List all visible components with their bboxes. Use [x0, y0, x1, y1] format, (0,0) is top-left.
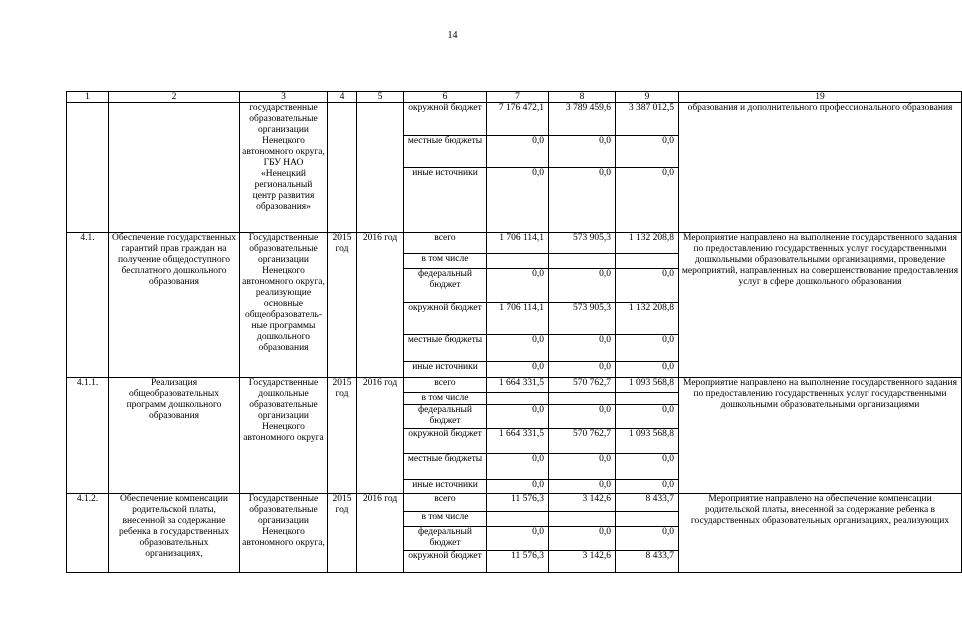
header-cell: 5 — [357, 92, 404, 103]
amount-2015-cell: 3 142,6 — [549, 551, 616, 573]
funding-source-label: в том числе — [404, 512, 487, 527]
amount-2015-cell: 0,0 — [549, 136, 616, 168]
header-cell: 4 — [328, 92, 357, 103]
note-cell: Мероприятие направлено на выполнение государственного задания по предоставлению государственных услуг государственными дошкольными образовательными организациями — [679, 378, 962, 494]
amount-total-cell: 0,0 — [487, 335, 549, 362]
amount-2016-cell — [616, 512, 679, 527]
header-cell: 2 — [109, 92, 240, 103]
amount-total-cell: 0,0 — [487, 136, 549, 168]
header-cell: 3 — [240, 92, 328, 103]
funding-source-label: в том числе — [404, 393, 487, 405]
amount-2015-cell: 0,0 — [549, 405, 616, 429]
row-number-cell: 4.1.1. — [67, 378, 109, 494]
row-number-cell — [67, 103, 109, 233]
amount-2016-cell: 1 093 568,8 — [616, 429, 679, 454]
amount-2016-cell: 0,0 — [616, 335, 679, 362]
header-cell: 1 — [67, 92, 109, 103]
funding-source-label: иные источники — [404, 480, 487, 494]
note-cell: Мероприятие направлено на выполнение государственного задания по предоставлению государственных услуг государственными дошкольными образовательными организациями, проведение мероприятий, направленных на совершенствование предоставления услуг в сфере дошкольного образования — [679, 233, 962, 378]
measure-name-cell: Реализация общеобразовательных программ дошкольного образования — [109, 378, 240, 494]
funding-source-label: федеральный бюджет — [404, 405, 487, 429]
executor-cell: Государственные образовательные организации Ненецкого автономного округа, реализующие основные общеобразователь-ные программы дошкольного образования — [240, 233, 328, 378]
note-cell: образования и дополнительного профессионального образования — [679, 103, 962, 233]
funding-source-label: федеральный бюджет — [404, 269, 487, 303]
end-year-cell: 2016 год — [357, 378, 404, 494]
executor-cell: Государственные образовательные организации Ненецкого автономного округа, — [240, 494, 328, 573]
amount-2015-cell — [549, 512, 616, 527]
amount-2015-cell: 0,0 — [549, 480, 616, 494]
amount-2016-cell: 0,0 — [616, 480, 679, 494]
funding-source-label: всего — [404, 494, 487, 512]
amount-2016-cell — [616, 254, 679, 269]
amount-total-cell: 0,0 — [487, 480, 549, 494]
start-year-cell — [328, 103, 357, 233]
funding-source-label: окружной бюджет — [404, 303, 487, 335]
table-body — [67, 92, 962, 573]
amount-total-cell: 1 706 114,1 — [487, 233, 549, 254]
amount-total-cell: 1 664 331,5 — [487, 378, 549, 393]
note-cell: Мероприятие направлено на обеспечение компенсации родительской платы, внесенной за содержание ребенка в государственных образовательных организациях, реализующих — [679, 494, 962, 573]
amount-2015-cell: 0,0 — [549, 362, 616, 378]
program-table — [66, 91, 962, 573]
amount-total-cell: 0,0 — [487, 454, 549, 480]
funding-source-label: окружной бюджет — [404, 551, 487, 573]
amount-2015-cell: 3 789 459,6 — [549, 103, 616, 136]
table-row — [67, 233, 962, 254]
end-year-cell — [357, 103, 404, 233]
header-cell: 19 — [679, 92, 962, 103]
amount-2016-cell: 1 093 568,8 — [616, 378, 679, 393]
amount-2015-cell: 3 142,6 — [549, 494, 616, 512]
funding-source-label: всего — [404, 378, 487, 393]
executor-cell: Государственные дошкольные образовательные организации Ненецкого автономного округа — [240, 378, 328, 494]
amount-total-cell: 0,0 — [487, 527, 549, 551]
amount-total-cell: 11 576,3 — [487, 551, 549, 573]
page-number: 14 — [447, 30, 458, 41]
funding-source-label: окружной бюджет — [404, 429, 487, 454]
funding-source-label: в том числе — [404, 254, 487, 269]
amount-2016-cell: 8 433,7 — [616, 551, 679, 573]
amount-2015-cell — [549, 254, 616, 269]
amount-2015-cell: 0,0 — [549, 335, 616, 362]
amount-total-cell: 1 664 331,5 — [487, 429, 549, 454]
amount-2016-cell: 1 132 208,8 — [616, 303, 679, 335]
table-row — [67, 103, 962, 136]
table-row — [67, 378, 962, 393]
amount-total-cell: 0,0 — [487, 168, 549, 233]
amount-total-cell: 0,0 — [487, 269, 549, 303]
executor-cell: государственные образовательные организации Ненецкого автономного округа, ГБУ НАО «Ненецкий региональный центр развития образования» — [240, 103, 328, 233]
amount-2015-cell: 0,0 — [549, 454, 616, 480]
amount-2016-cell: 0,0 — [616, 136, 679, 168]
amount-2016-cell: 0,0 — [616, 527, 679, 551]
amount-total-cell — [487, 512, 549, 527]
start-year-cell: 2015 год — [328, 378, 357, 494]
amount-2015-cell: 573 905,3 — [549, 303, 616, 335]
funding-source-label: всего — [404, 233, 487, 254]
amount-total-cell: 7 176 472,1 — [487, 103, 549, 136]
header-row — [67, 92, 962, 103]
amount-2016-cell: 0,0 — [616, 168, 679, 233]
amount-2016-cell: 0,0 — [616, 454, 679, 480]
funding-source-label: окружной бюджет — [404, 103, 487, 136]
header-cell: 7 — [487, 92, 549, 103]
amount-total-cell — [487, 254, 549, 269]
measure-name-cell — [109, 103, 240, 233]
header-cell: 6 — [404, 92, 487, 103]
amount-total-cell: 0,0 — [487, 405, 549, 429]
amount-2016-cell: 0,0 — [616, 405, 679, 429]
amount-2015-cell: 570 762,7 — [549, 378, 616, 393]
row-number-cell: 4.1.2. — [67, 494, 109, 573]
header-cell: 8 — [549, 92, 616, 103]
end-year-cell: 2016 год — [357, 233, 404, 378]
measure-name-cell: Обеспечение государственных гарантий прав граждан на получение общедоступного бесплатного дошкольного образования — [109, 233, 240, 378]
amount-2015-cell — [549, 393, 616, 405]
amount-2015-cell: 0,0 — [549, 269, 616, 303]
funding-source-label: местные бюджеты — [404, 136, 487, 168]
amount-2016-cell: 1 132 208,8 — [616, 233, 679, 254]
amount-2016-cell: 3 387 012,5 — [616, 103, 679, 136]
funding-source-label: федеральный бюджет — [404, 527, 487, 551]
amount-total-cell: 1 706 114,1 — [487, 303, 549, 335]
funding-source-label: иные источники — [404, 168, 487, 233]
row-number-cell: 4.1. — [67, 233, 109, 378]
amount-2015-cell: 0,0 — [549, 527, 616, 551]
amount-2015-cell: 573 905,3 — [549, 233, 616, 254]
funding-source-label: иные источники — [404, 362, 487, 378]
amount-2015-cell: 570 762,7 — [549, 429, 616, 454]
amount-2015-cell: 0,0 — [549, 168, 616, 233]
funding-source-label: местные бюджеты — [404, 335, 487, 362]
amount-total-cell: 11 576,3 — [487, 494, 549, 512]
funding-source-label: местные бюджеты — [404, 454, 487, 480]
measure-name-cell: Обеспечение компенсации родительской платы, внесенной за содержание ребенка в государственных образовательных организациях, — [109, 494, 240, 573]
amount-2016-cell: 0,0 — [616, 269, 679, 303]
end-year-cell: 2016 год — [357, 494, 404, 573]
amount-2016-cell: 0,0 — [616, 362, 679, 378]
amount-2016-cell: 8 433,7 — [616, 494, 679, 512]
amount-total-cell — [487, 393, 549, 405]
amount-2016-cell — [616, 393, 679, 405]
header-cell: 9 — [616, 92, 679, 103]
table-row — [67, 494, 962, 512]
start-year-cell: 2015 год — [328, 233, 357, 378]
amount-total-cell: 0,0 — [487, 362, 549, 378]
start-year-cell: 2015 год — [328, 494, 357, 573]
